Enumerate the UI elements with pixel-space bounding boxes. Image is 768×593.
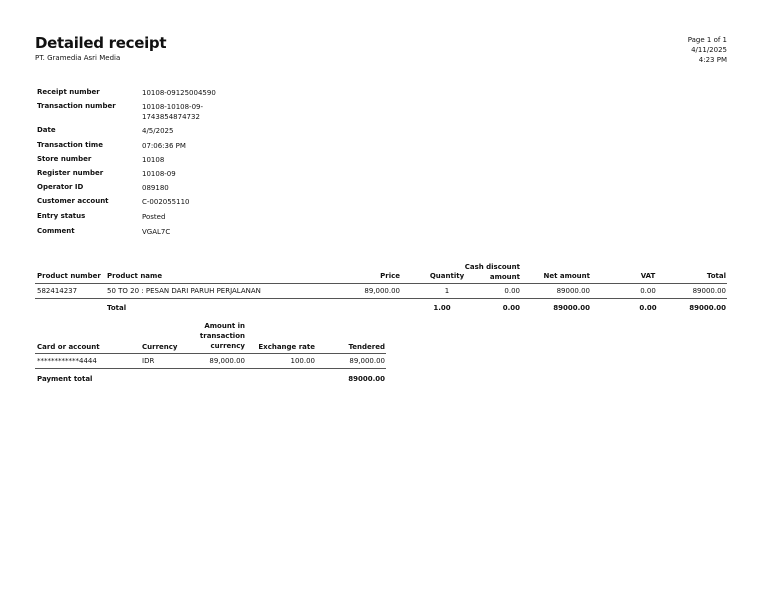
col-header-price: Price xyxy=(380,272,400,280)
col-header-product-name: Product name xyxy=(107,272,163,280)
print-date: 4/11/2025 xyxy=(691,46,727,54)
print-time: 4:23 PM xyxy=(698,56,727,64)
field-value: 4/5/2025 xyxy=(142,127,174,135)
field-label: Date xyxy=(37,126,56,134)
field-value: 089180 xyxy=(142,184,169,192)
cell-total: 89000.00 xyxy=(692,287,726,295)
totals-total: 89000.00 xyxy=(689,304,726,312)
col-header-vat: VAT xyxy=(640,272,656,280)
col-header-currency: Currency xyxy=(142,343,178,351)
report-title: Detailed receipt xyxy=(35,34,167,52)
cell-exchange-rate: 100.00 xyxy=(290,357,315,365)
col-header-net-amount: Net amount xyxy=(543,272,590,280)
col-header-product-number: Product number xyxy=(37,272,101,280)
cell-currency: IDR xyxy=(142,357,155,365)
field-value: 10108-09 xyxy=(142,170,176,178)
page-number: Page 1 of 1 xyxy=(687,36,727,44)
field-label: Transaction number xyxy=(37,102,116,110)
cell-amount: 89,000.00 xyxy=(209,357,245,365)
col-header-exchange-rate: Exchange rate xyxy=(258,343,315,351)
totals-cash-discount: 0.00 xyxy=(502,304,520,312)
cell-price: 89,000.00 xyxy=(364,287,400,295)
cell-product-name: 50 TO 20 : PESAN DARI PARUH PERJALANAN xyxy=(107,287,261,295)
totals-quantity: 1.00 xyxy=(433,304,451,312)
field-value: 10108-10108-09-1743854874732 xyxy=(142,103,204,121)
field-value: VGAL7C xyxy=(142,228,171,236)
totals-vat: 0.00 xyxy=(639,304,657,312)
cell-tendered: 89,000.00 xyxy=(349,357,385,365)
payment-row-divider xyxy=(35,368,386,369)
field-label: Transaction time xyxy=(37,141,103,149)
payment-header-divider xyxy=(35,353,386,354)
cell-vat: 0.00 xyxy=(640,287,656,295)
totals-label: Total xyxy=(107,304,127,312)
field-label: Customer account xyxy=(37,197,109,205)
col-header-tendered: Tendered xyxy=(348,343,385,351)
col-header-total: Total xyxy=(706,272,726,280)
payment-total-value: 89000.00 xyxy=(348,375,385,383)
cell-card: ************4444 xyxy=(37,357,97,365)
payment-total-label: Payment total xyxy=(37,375,93,383)
field-label: Operator ID xyxy=(37,183,84,191)
field-value: C-002055110 xyxy=(142,198,190,206)
field-label: Register number xyxy=(37,169,104,177)
field-value: Posted xyxy=(142,213,166,221)
col-header-cash-discount: Cash discount amount xyxy=(464,263,520,281)
field-value: 07:06:36 PM xyxy=(142,142,186,150)
cell-cash-discount: 0.00 xyxy=(504,287,520,295)
cell-net-amount: 89000.00 xyxy=(556,287,590,295)
field-value: 10108 xyxy=(142,156,165,164)
cell-quantity: 1 xyxy=(444,287,450,295)
col-header-card: Card or account xyxy=(37,343,100,351)
field-label: Receipt number xyxy=(37,88,100,96)
field-value: 10108-09125004590 xyxy=(142,89,216,97)
col-header-quantity: Quantity xyxy=(429,272,465,280)
company-name: PT. Gramedia Asri Media xyxy=(35,54,121,62)
totals-net-amount: 89000.00 xyxy=(553,304,590,312)
field-label: Comment xyxy=(37,227,75,235)
field-label: Entry status xyxy=(37,212,86,220)
field-label: Store number xyxy=(37,155,92,163)
cell-product-number: 582414237 xyxy=(37,287,78,295)
col-header-amount: Amount in transaction currency xyxy=(199,322,245,350)
